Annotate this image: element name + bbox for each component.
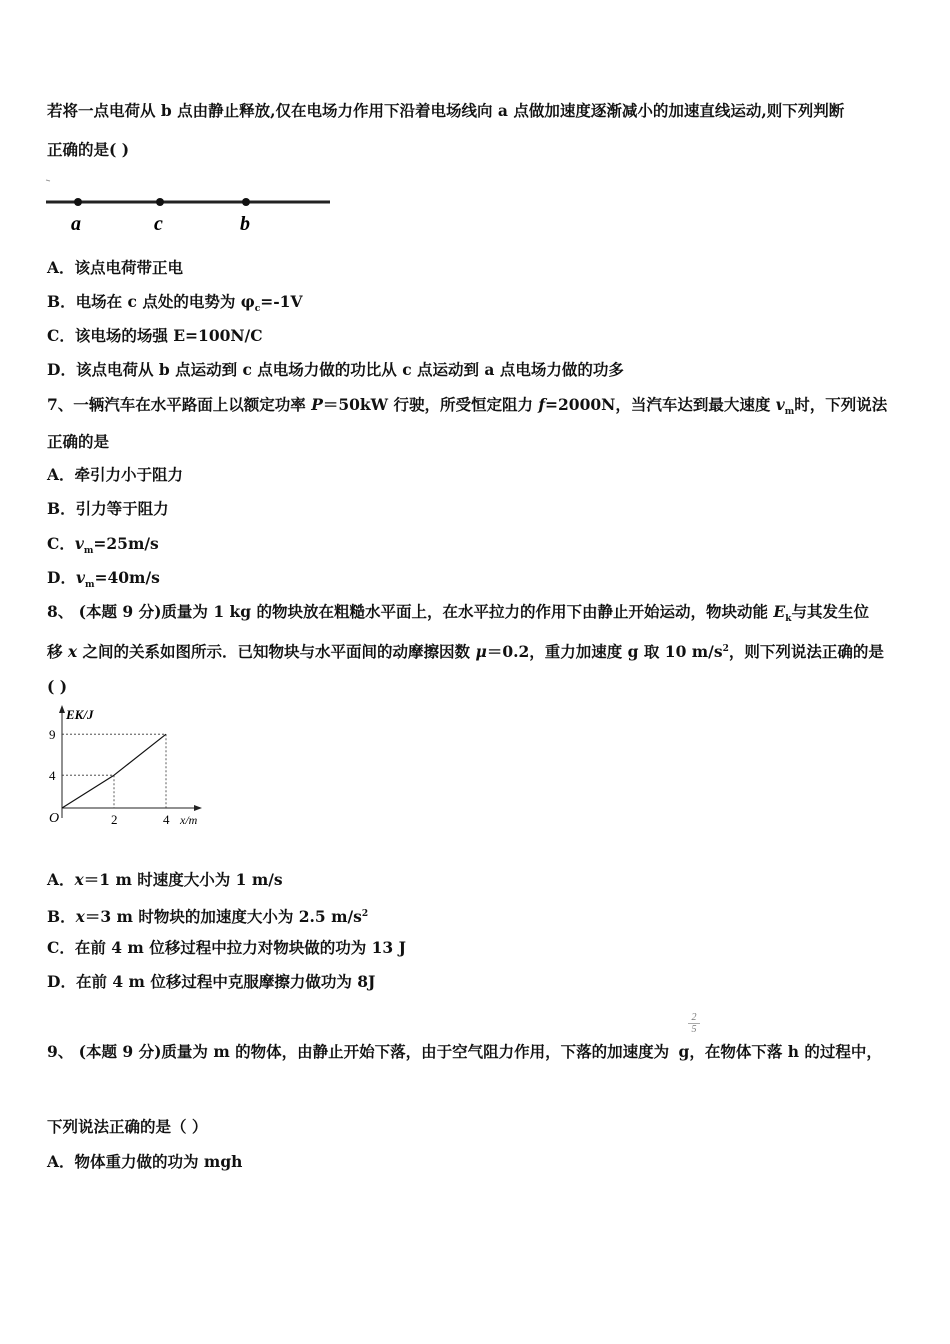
- q6-option-b: B．电场在 c 点处的电势为 $\varphi_c=-1V$: [47, 292, 303, 315]
- q7-stem-line2: 正确的是: [47, 432, 110, 451]
- chart-origin-label: O: [49, 811, 60, 826]
- y-tick-label-9: 9: [49, 727, 56, 743]
- q8-option-c: C．在前 4 m 位移过程中拉力对物块做的功为 13 J: [47, 938, 406, 957]
- q9-fraction-denominator: 5: [691, 1024, 697, 1035]
- field-line-figure: [44, 176, 334, 236]
- q7-stem-line1: 7、一辆汽车在水平路面上以额定功率 P＝50kW 行驶，所受恒定阻力 f=2000N，当汽车达到最大速度 $v_m$时，下列说法: [47, 395, 888, 418]
- chart-x-label: x/m: [180, 813, 198, 827]
- q8-option-b: B．x＝3 m 时物块的加速度大小为 2.5 $m/s^2$: [47, 907, 369, 927]
- q8-stem-line2: 移 x 之间的关系如图所示．已知物块与水平面间的动摩擦因数 μ＝0.2，重力加速度 g 取 10 $m/s^2$，则下列说法正确的是: [47, 642, 884, 662]
- q9-stem-line1: 9、 (本题 9 分)质量为 m 的物体，由静止开始下落，由于空气阻力作用，下落的加速度为 g，在物体下落 h 的过程中，: [47, 1042, 882, 1061]
- q7-option-b: B．引力等于阻力: [47, 499, 169, 518]
- chart-y-arrow: [59, 705, 65, 713]
- data-segment-2: [114, 734, 166, 775]
- x-tick-label-2: 2: [111, 812, 118, 827]
- y-tick-label-4: 4: [49, 768, 56, 784]
- point-c-dot: [156, 198, 164, 206]
- q8-stem-line1: 8、 (本题 9 分)质量为 1 kg 的物块放在粗糙水平面上，在水平拉力的作用下由静止开始运动，物块动能 $E_k$与其发生位: [47, 602, 869, 625]
- q7-option-a: A．牵引力小于阻力: [47, 465, 184, 484]
- point-c-label: c: [154, 213, 163, 235]
- q7-option-d: D．$v_m=40m/s$: [47, 568, 160, 591]
- point-b-dot: [242, 198, 250, 206]
- q6-option-a: A．该点电荷带正电: [47, 258, 184, 277]
- point-a-dot: [74, 198, 82, 206]
- q6-option-d: D．该点电荷从 b 点运动到 c 点电场力做的功比从 c 点运动到 a 点电场力做的功多: [47, 360, 624, 379]
- q8-option-a: A．x＝1 m 时速度大小为 1 m/s: [47, 870, 283, 889]
- x-tick-label-4: 4: [163, 812, 170, 827]
- q6-stem-line2: 正确的是( ): [47, 140, 130, 159]
- q9-option-a: A．物体重力做的功为 mgh: [47, 1152, 243, 1171]
- q8-option-d: D．在前 4 m 位移过程中克服摩擦力做功为 8J: [47, 972, 376, 991]
- ek-x-chart: [44, 702, 214, 832]
- chart-y-label: EK/J: [66, 707, 94, 722]
- q6-stem-line1: 若将一点电荷从 b 点由静止释放,仅在电场力作用下沿着电场线向 a 点做加速度逐渐减小的加速直线运动,则下列判断: [47, 101, 845, 120]
- q6-option-c: C．该电场的场强 E=100N/C: [47, 326, 263, 345]
- data-segment-1: [62, 775, 114, 808]
- chart-x-arrow: [194, 805, 202, 811]
- q9-fraction: [688, 1012, 700, 1035]
- point-b-label: b: [240, 213, 250, 235]
- q9-stem-line2: 下列说法正确的是（ ）: [47, 1117, 208, 1136]
- point-a-label: a: [71, 213, 81, 235]
- q8-stem-line3: ( ): [47, 677, 68, 696]
- q7-option-c: C．$v_m=25m/s$: [47, 534, 159, 557]
- q9-fraction-numerator: 2: [691, 1012, 697, 1023]
